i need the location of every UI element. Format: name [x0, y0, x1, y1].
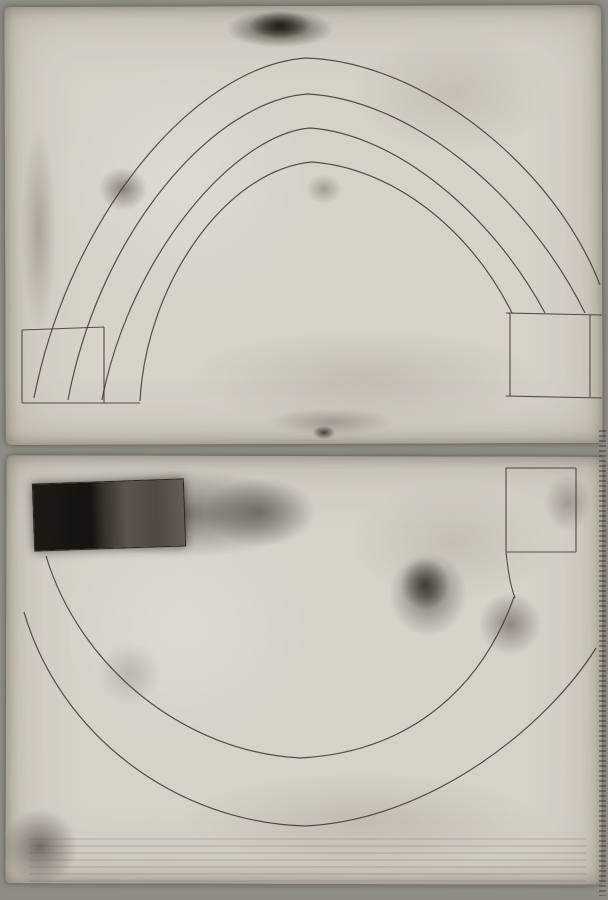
stained-text-box	[32, 478, 186, 551]
bleed-through-texture	[30, 838, 586, 888]
bleed-through-texture	[599, 430, 606, 896]
top-map-leaf	[4, 5, 603, 445]
